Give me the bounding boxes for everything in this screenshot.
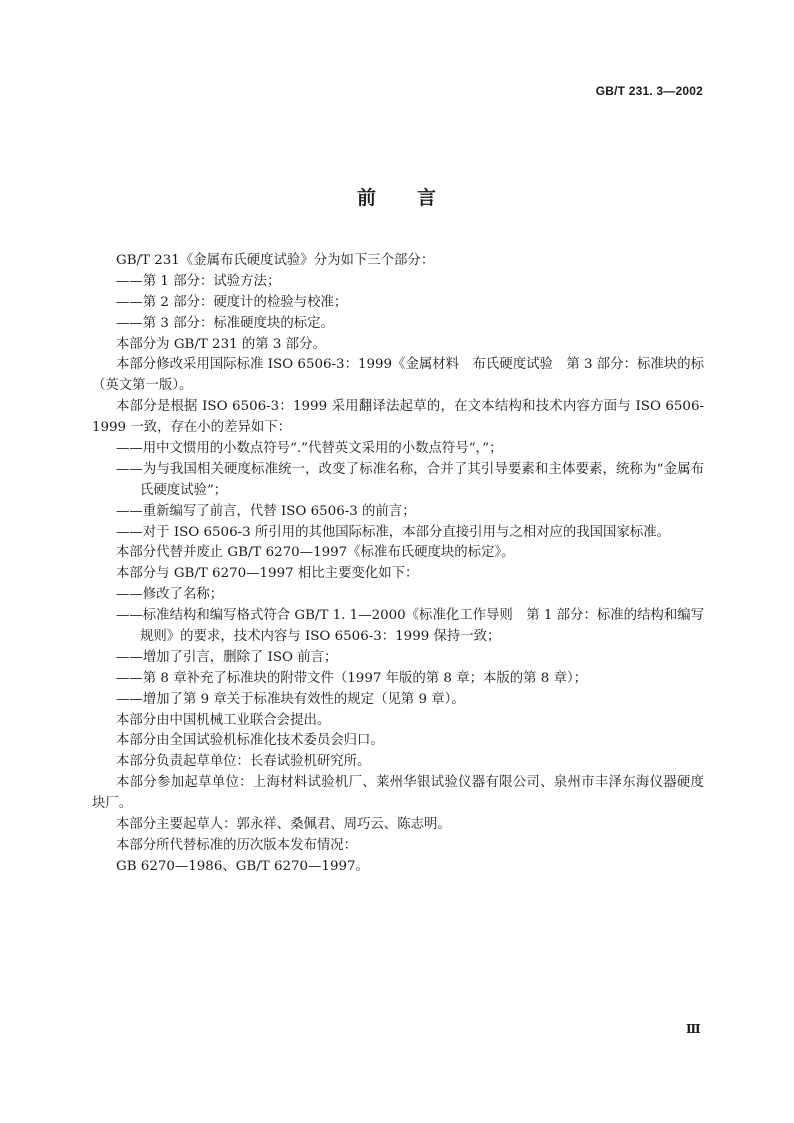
list-item-references: ——对于 ISO 6506-3 所引用的其他国际标准，本部分直接引用与之相对应的我国国家标准。 xyxy=(116,524,671,540)
paragraph-line-parts-intro: GB/T 231《金属布氏硬度试验》分为如下三个部分： xyxy=(116,253,435,268)
paragraph-line-history-intro: 本部分所代替标准的历次版本发布情况： xyxy=(116,837,358,853)
page-title: 前 言 xyxy=(356,187,437,209)
list-item-part-2: ——第 2 部分：硬度计的检验与校准； xyxy=(116,294,348,310)
paragraph-line-iso-adoption-cont: （英文第一版）。 xyxy=(92,378,193,394)
list-item-name-change-cont: 氏硬度试验”； xyxy=(140,482,228,498)
paragraph-line-translation: 本部分是根据 ISO 6506-3：1999 采用翻译法起草的，在文本结构和技术内容方面与 ISO 6506- xyxy=(116,399,704,415)
paragraph-line-this-part: 本部分为 GB/T 231 的第 3 部分。 xyxy=(116,336,326,352)
paragraph-line-drafting-unit: 本部分负责起草单位：长春试验机研究所。 xyxy=(116,754,371,770)
preface-body xyxy=(92,251,704,878)
list-item-name-modified: ——修改了名称； xyxy=(116,587,224,603)
page-number: Ⅲ xyxy=(686,1022,701,1036)
standard-number-header: GB/T 231. 3—2002 xyxy=(595,84,703,98)
list-item-part-3: ——第 3 部分：标准硬度块的标定。 xyxy=(116,315,334,331)
list-item-name-change: ——为与我国相关硬度标准统一，改变了标准名称，合并了其引导要素和主体要素，统称为“金属布 xyxy=(116,461,704,477)
paragraph-line-history-editions: GB 6270—1986、GB/T 6270—1997。 xyxy=(116,858,369,874)
paragraph-line-iso-adoption: 本部分修改采用国际标准 ISO 6506-3：1999《金属材料 布氏硬度试验 第 3 部分：标准块的标 xyxy=(116,357,704,373)
list-item-part-1: ——第 1 部分：试验方法； xyxy=(116,273,281,289)
list-item-decimal-point: ——用中文惯用的小数点符号“.”代替英文采用的小数点符号“，”； xyxy=(116,441,503,457)
paragraph-line-managed-by: 本部分由全国试验机标准化技术委员会归口。 xyxy=(116,733,384,749)
list-item-chapter-9: ——增加了第 9 章关于标准块有效性的规定（见第 9 章）。 xyxy=(116,691,465,707)
paragraph-line-participating-units-cont: 块厂。 xyxy=(92,796,133,812)
paragraph-line-supersedes: 本部分代替并废止 GB/T 6270—1997《标准布氏硬度块的标定》。 xyxy=(116,545,515,561)
paragraph-line-proposed-by: 本部分由中国机械工业联合会提出。 xyxy=(116,712,331,728)
list-item-structure: ——标准结构和编写格式符合 GB/T 1. 1—2000《标准化工作导则 第 1 部分：标准的结构和编写 xyxy=(116,608,704,624)
paragraph-line-participating-units: 本部分参加起草单位：上海材料试验机厂、莱州华银试验仪器有限公司、泉州市丰泽东海仪器硬度 xyxy=(116,775,704,791)
paragraph-line-drafters: 本部分主要起草人：郭永祥、桑佩君、周巧云、陈志明。 xyxy=(116,817,451,833)
list-item-introduction: ——增加了引言，删除了 ISO 前言； xyxy=(116,649,338,665)
list-item-foreword: ——重新编写了前言，代替 ISO 6506-3 的前言； xyxy=(116,503,416,519)
paragraph-line-translation-cont: 1999 一致，存在小的差异如下： xyxy=(92,420,292,436)
paragraph-line-changes-intro: 本部分与 GB/T 6270—1997 相比主要变化如下： xyxy=(116,566,419,582)
list-item-chapter-8: ——第 8 章补充了标准块的附带文件（1997 年版的第 8 章；本版的第 8 章）； xyxy=(116,670,588,686)
list-item-structure-cont: 规则》的要求，技术内容与 ISO 6506-3：1999 保持一致； xyxy=(140,629,501,645)
